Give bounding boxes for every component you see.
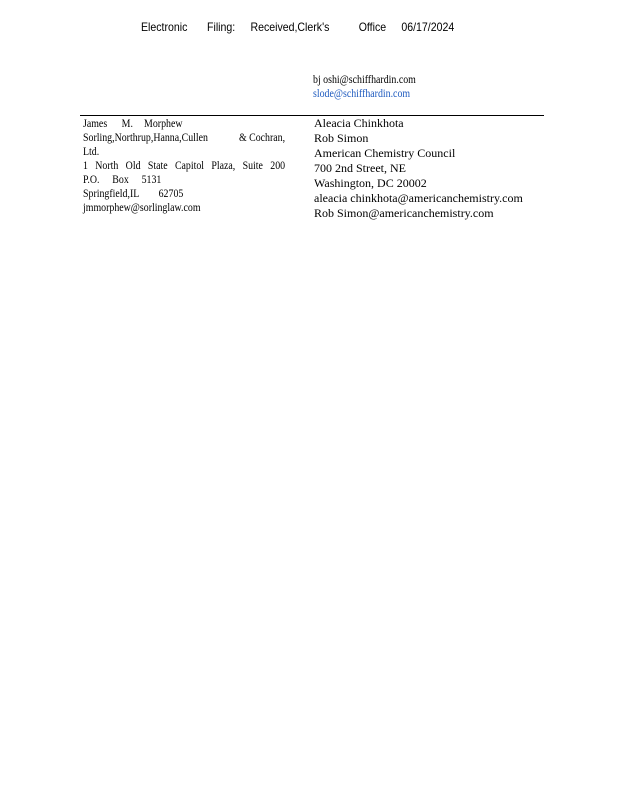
contact-name-simon: Rob Simon: [314, 131, 369, 145]
top-email-block: [313, 73, 416, 101]
service-contact-acc: [314, 116, 523, 221]
contact-po-box: P.O. Box 5131: [83, 174, 162, 186]
contact-city: Springfield,IL 62705: [83, 188, 184, 200]
contact-firm-suffix: Ltd.: [83, 146, 100, 158]
header-word-office: Office: [358, 20, 387, 34]
header-word-filing: Filing:: [207, 20, 236, 34]
electronic-filing-header: [141, 20, 454, 34]
header-word-received: Received,Clerk's: [250, 20, 330, 34]
contact-email-morphew[interactable]: jmmorphew@sorlinglaw.com: [83, 202, 201, 214]
email-bjoshi: bj oshi@schiffhardin.com: [313, 74, 416, 86]
service-contact-morphew: [83, 117, 285, 215]
contact-email-chinkhota[interactable]: aleacia chinkhota@americanchemistry.com: [314, 191, 523, 205]
email-slode-link[interactable]: slode@schiffhardin.com: [313, 88, 411, 100]
contact-name: James M. Morphew: [83, 118, 183, 130]
header-filing-date: 06/17/2024: [401, 20, 455, 34]
contact-street: 700 2nd Street, NE: [314, 161, 406, 175]
contact-city-state: Washington, DC 20002: [314, 176, 427, 190]
header-word-electronic: Electronic: [141, 20, 188, 34]
contact-name-chinkhota: Aleacia Chinkhota: [314, 116, 404, 130]
contact-address: 1 North Old State Capitol Plaza, Suite 200: [83, 160, 286, 172]
contact-organization: American Chemistry Council: [314, 146, 456, 160]
contact-email-simon[interactable]: Rob Simon@americanchemistry.com: [314, 206, 494, 220]
contact-firm: Sorling,Northrup,Hanna,Cullen & Cochran,: [83, 132, 286, 144]
